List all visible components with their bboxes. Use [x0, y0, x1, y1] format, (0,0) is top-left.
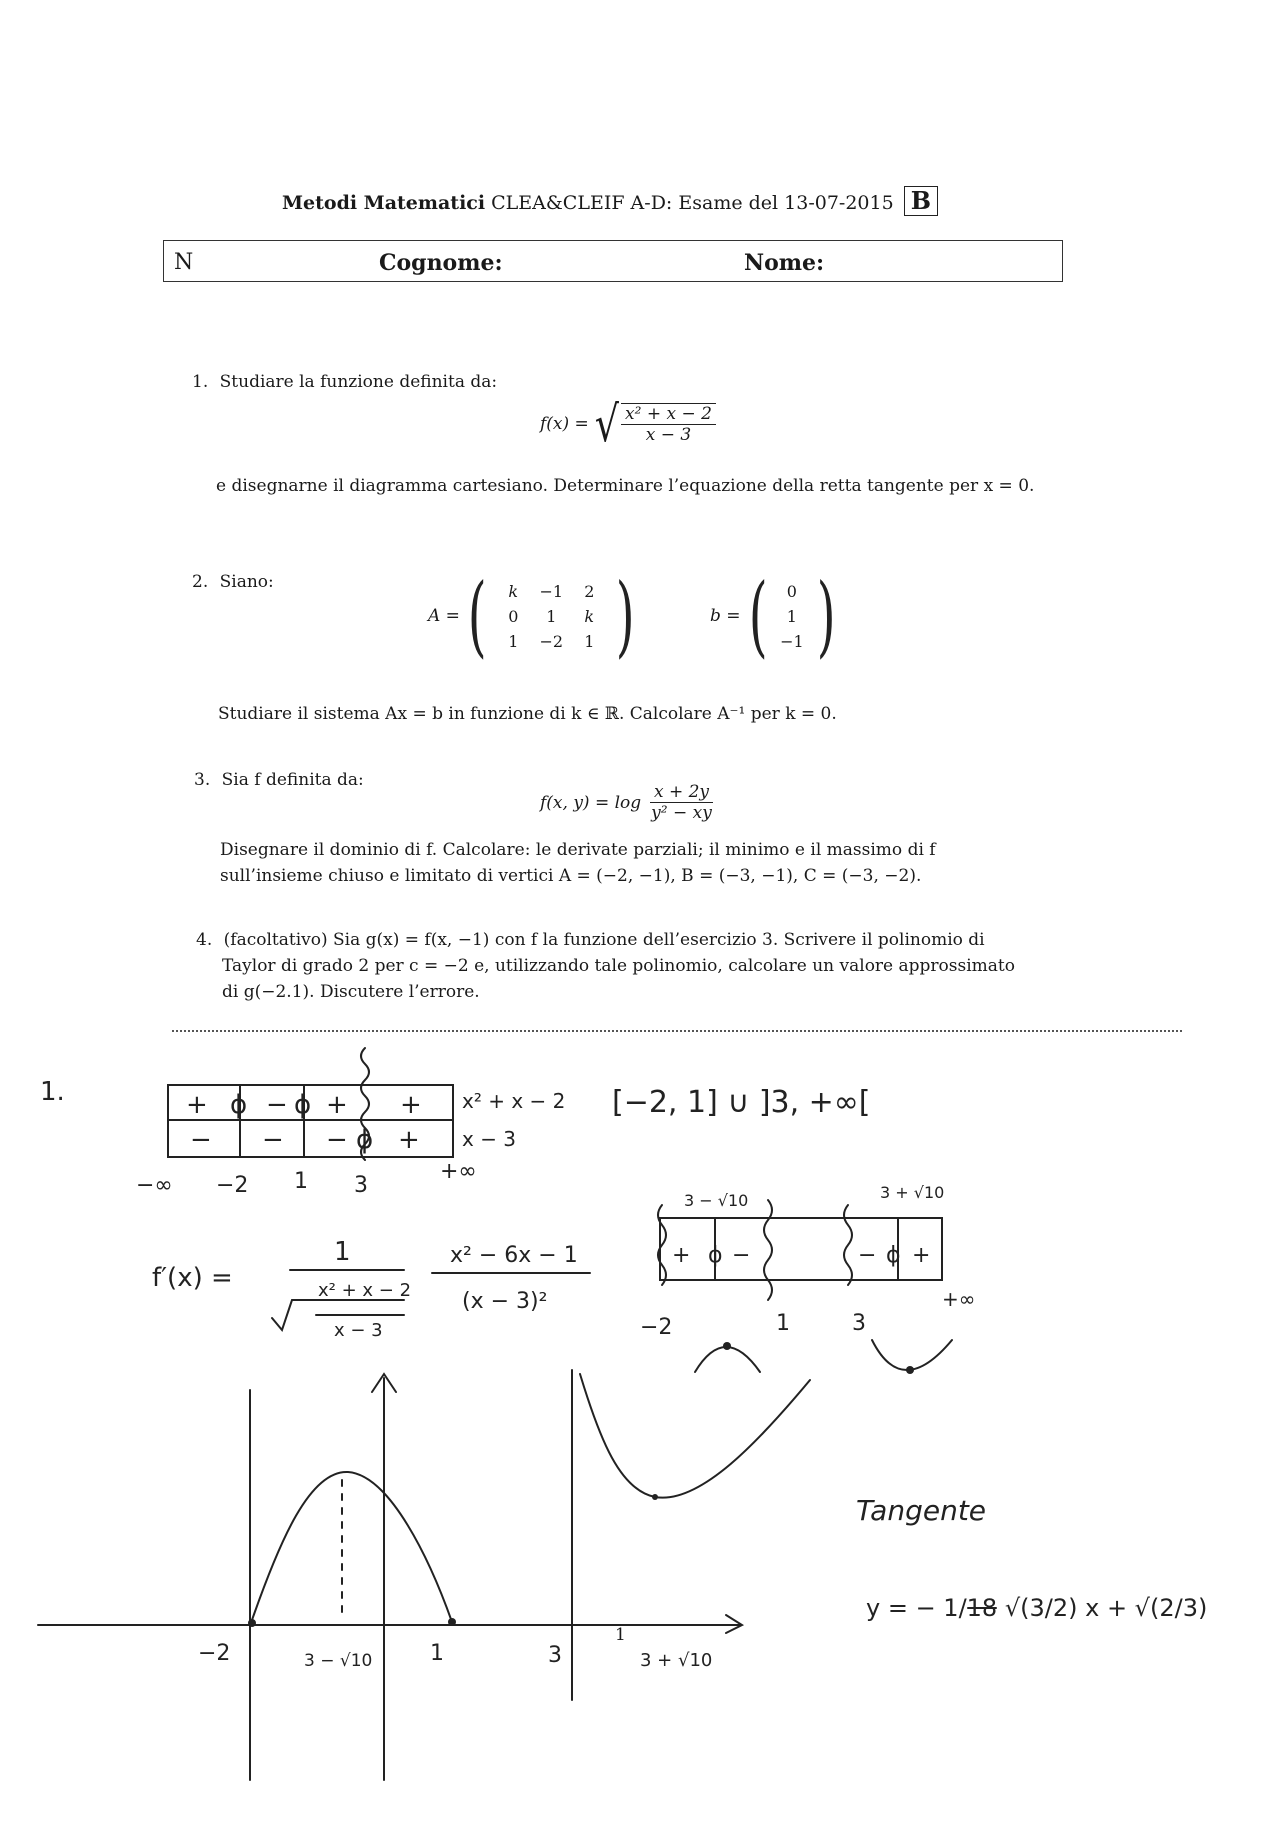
derivative-root-label: 3 + √10	[880, 1183, 945, 1202]
question-1-text: e disegnarne il diagramma cartesiano. Determinare l’equazione della retta tangente per x = 0.	[216, 476, 1035, 496]
exam-title: CLEA&CLEIF A-D: Esame del 13-07-2015	[491, 192, 894, 214]
matrix-label: A =	[428, 606, 460, 626]
question-4-line3: di g(−2.1). Discutere l’errore.	[222, 982, 480, 1002]
vector-cell: 0	[786, 581, 797, 601]
matrix-cell: k	[508, 581, 519, 601]
n-label: N	[174, 250, 194, 275]
point-minus2	[248, 1619, 256, 1627]
derivative-axis-label: −2	[640, 1315, 673, 1340]
question-number: 3.	[194, 770, 211, 790]
sign-cell: +	[186, 1090, 208, 1120]
sign-cell: ϕ	[230, 1090, 248, 1120]
minimum-sketch	[872, 1340, 952, 1370]
derivative-max-dot	[723, 1342, 731, 1350]
derivative-squiggle	[764, 1200, 772, 1300]
formula-denominator: y² − xy	[651, 803, 712, 823]
sign-row-label: x − 3	[462, 1127, 517, 1151]
page-number: 1	[615, 1625, 626, 1645]
question-3-text-line2: sull’insieme chiuso e limitato di vertici A = (−2, −1), B = (−3, −1), C = (−3, −2).	[220, 866, 922, 886]
graph-x-label: −2	[198, 1641, 231, 1666]
sign-cell: ϕ	[294, 1090, 312, 1120]
sign-row-label: x² + x − 2	[462, 1089, 566, 1113]
sign-cell: −	[266, 1090, 288, 1120]
formula-numerator: x + 2y	[650, 782, 713, 803]
matrix-cell: 0	[508, 606, 519, 626]
graph-x-label: 1	[430, 1641, 444, 1666]
derivative-sign: ϕ	[886, 1243, 901, 1268]
formula-lhs: f(x, y) = log	[540, 792, 642, 813]
sign-axis-label: +∞	[440, 1159, 477, 1184]
matrix-cell: −1	[539, 581, 564, 601]
tangent-label: Tangente	[856, 1494, 987, 1527]
name-label: Nome:	[744, 250, 825, 276]
graph-x-label: 3	[548, 1643, 562, 1668]
sign-cell: ϕ	[356, 1125, 374, 1155]
surname-label: Cognome:	[379, 250, 503, 276]
right-paren-icon: )	[816, 564, 836, 667]
vector-cell: −1	[780, 631, 804, 651]
derivative-axis-label: 1	[776, 1311, 790, 1336]
domain-result: [−2, 1] ∪ ]3, +∞[	[612, 1085, 871, 1120]
left-paren-icon: (	[748, 564, 768, 667]
derivative-sign: −	[858, 1243, 877, 1268]
question-4-line2: Taylor di grado 2 per c = −2 e, utilizzando tale polinomio, calcolare un valore approssimato	[222, 956, 1015, 976]
graph-x-label: 3 + √10	[640, 1650, 713, 1671]
sign-axis-label: 3	[354, 1173, 368, 1198]
formula-denominator: x − 3	[645, 425, 692, 445]
derivative-sign: +	[912, 1243, 931, 1268]
derivative-root-denominator: x − 3	[334, 1320, 383, 1341]
matrix-cell: 2	[584, 581, 595, 601]
derivative-sign: −	[732, 1243, 751, 1268]
vector-cell: 1	[786, 606, 797, 626]
derivative-sign: ϕ	[708, 1243, 723, 1268]
question-number: 4.	[196, 930, 213, 950]
derivative-numerator: 1	[334, 1237, 351, 1267]
derivative-numerator-2: x² − 6x − 1	[450, 1243, 578, 1268]
vector-label: b =	[710, 606, 741, 626]
point-minimum	[652, 1494, 658, 1500]
question-2-text: Studiare il sistema Ax = b in funzione di k ∈ ℝ. Calcolare A⁻¹ per k = 0.	[218, 704, 837, 724]
matrix-cell: 1	[584, 631, 595, 651]
function-curve-right	[580, 1374, 810, 1498]
matrix-cell: −2	[539, 631, 564, 651]
sign-axis-label: −∞	[136, 1173, 173, 1198]
graph-x-label: 3 − √10	[304, 1651, 373, 1671]
derivative-axis-label: 3	[852, 1311, 866, 1336]
sign-cell: −	[262, 1125, 284, 1155]
sign-cell: +	[400, 1090, 422, 1120]
matrix-cell: 1	[508, 631, 519, 651]
course-title: Metodi Matematici	[282, 192, 486, 214]
sign-axis-label: −2	[216, 1173, 249, 1198]
sign-cell: −	[326, 1125, 348, 1155]
left-paren-icon: (	[467, 564, 487, 667]
right-paren-icon: )	[616, 564, 635, 667]
derivative-lhs: f′(x) =	[152, 1263, 233, 1293]
exam-version-badge: B	[904, 186, 938, 216]
question-text: Studiare la funzione definita da:	[219, 372, 498, 392]
question-3-text-line1: Disegnare il dominio di f. Calcolare: le derivate parziali; il minimo e il massimo di f	[220, 840, 936, 860]
derivative-sign: +	[672, 1243, 691, 1268]
matrix-cell: k	[584, 606, 595, 626]
question-text: Sia f definita da:	[221, 770, 364, 790]
formula-numerator: x² + x − 2	[621, 404, 716, 425]
exercise-label: 1.	[40, 1077, 65, 1107]
question-text: Siano:	[219, 572, 274, 592]
sign-cell: +	[398, 1125, 420, 1155]
question-number: 1.	[192, 372, 209, 392]
sign-cell: +	[326, 1090, 348, 1120]
derivative-root-label: 3 − √10	[684, 1191, 749, 1210]
derivative-axis-label: +∞	[942, 1287, 976, 1311]
derivative-denominator-2: (x − 3)²	[462, 1289, 548, 1314]
maximum-sketch	[695, 1347, 760, 1372]
sign-axis-label: 1	[294, 1169, 308, 1194]
question-number: 2.	[192, 572, 209, 592]
derivative-min-dot	[906, 1366, 914, 1374]
question-text: (facoltativo) Sia g(x) = f(x, −1) con f la funzione dell’esercizio 3. Scrivere il polinomio di	[223, 930, 985, 950]
sqrt-icon: √	[594, 395, 620, 453]
tangent-equation: y = − 1/18 √(3/2) x + √(2/3)	[866, 1594, 1208, 1622]
point-one	[448, 1618, 456, 1626]
formula-lhs: f(x) =	[540, 414, 589, 434]
derivative-root-numerator: x² + x − 2	[318, 1280, 412, 1301]
function-curve-left	[252, 1472, 452, 1622]
matrix-cell: 1	[546, 606, 557, 626]
sign-cell: −	[190, 1125, 212, 1155]
